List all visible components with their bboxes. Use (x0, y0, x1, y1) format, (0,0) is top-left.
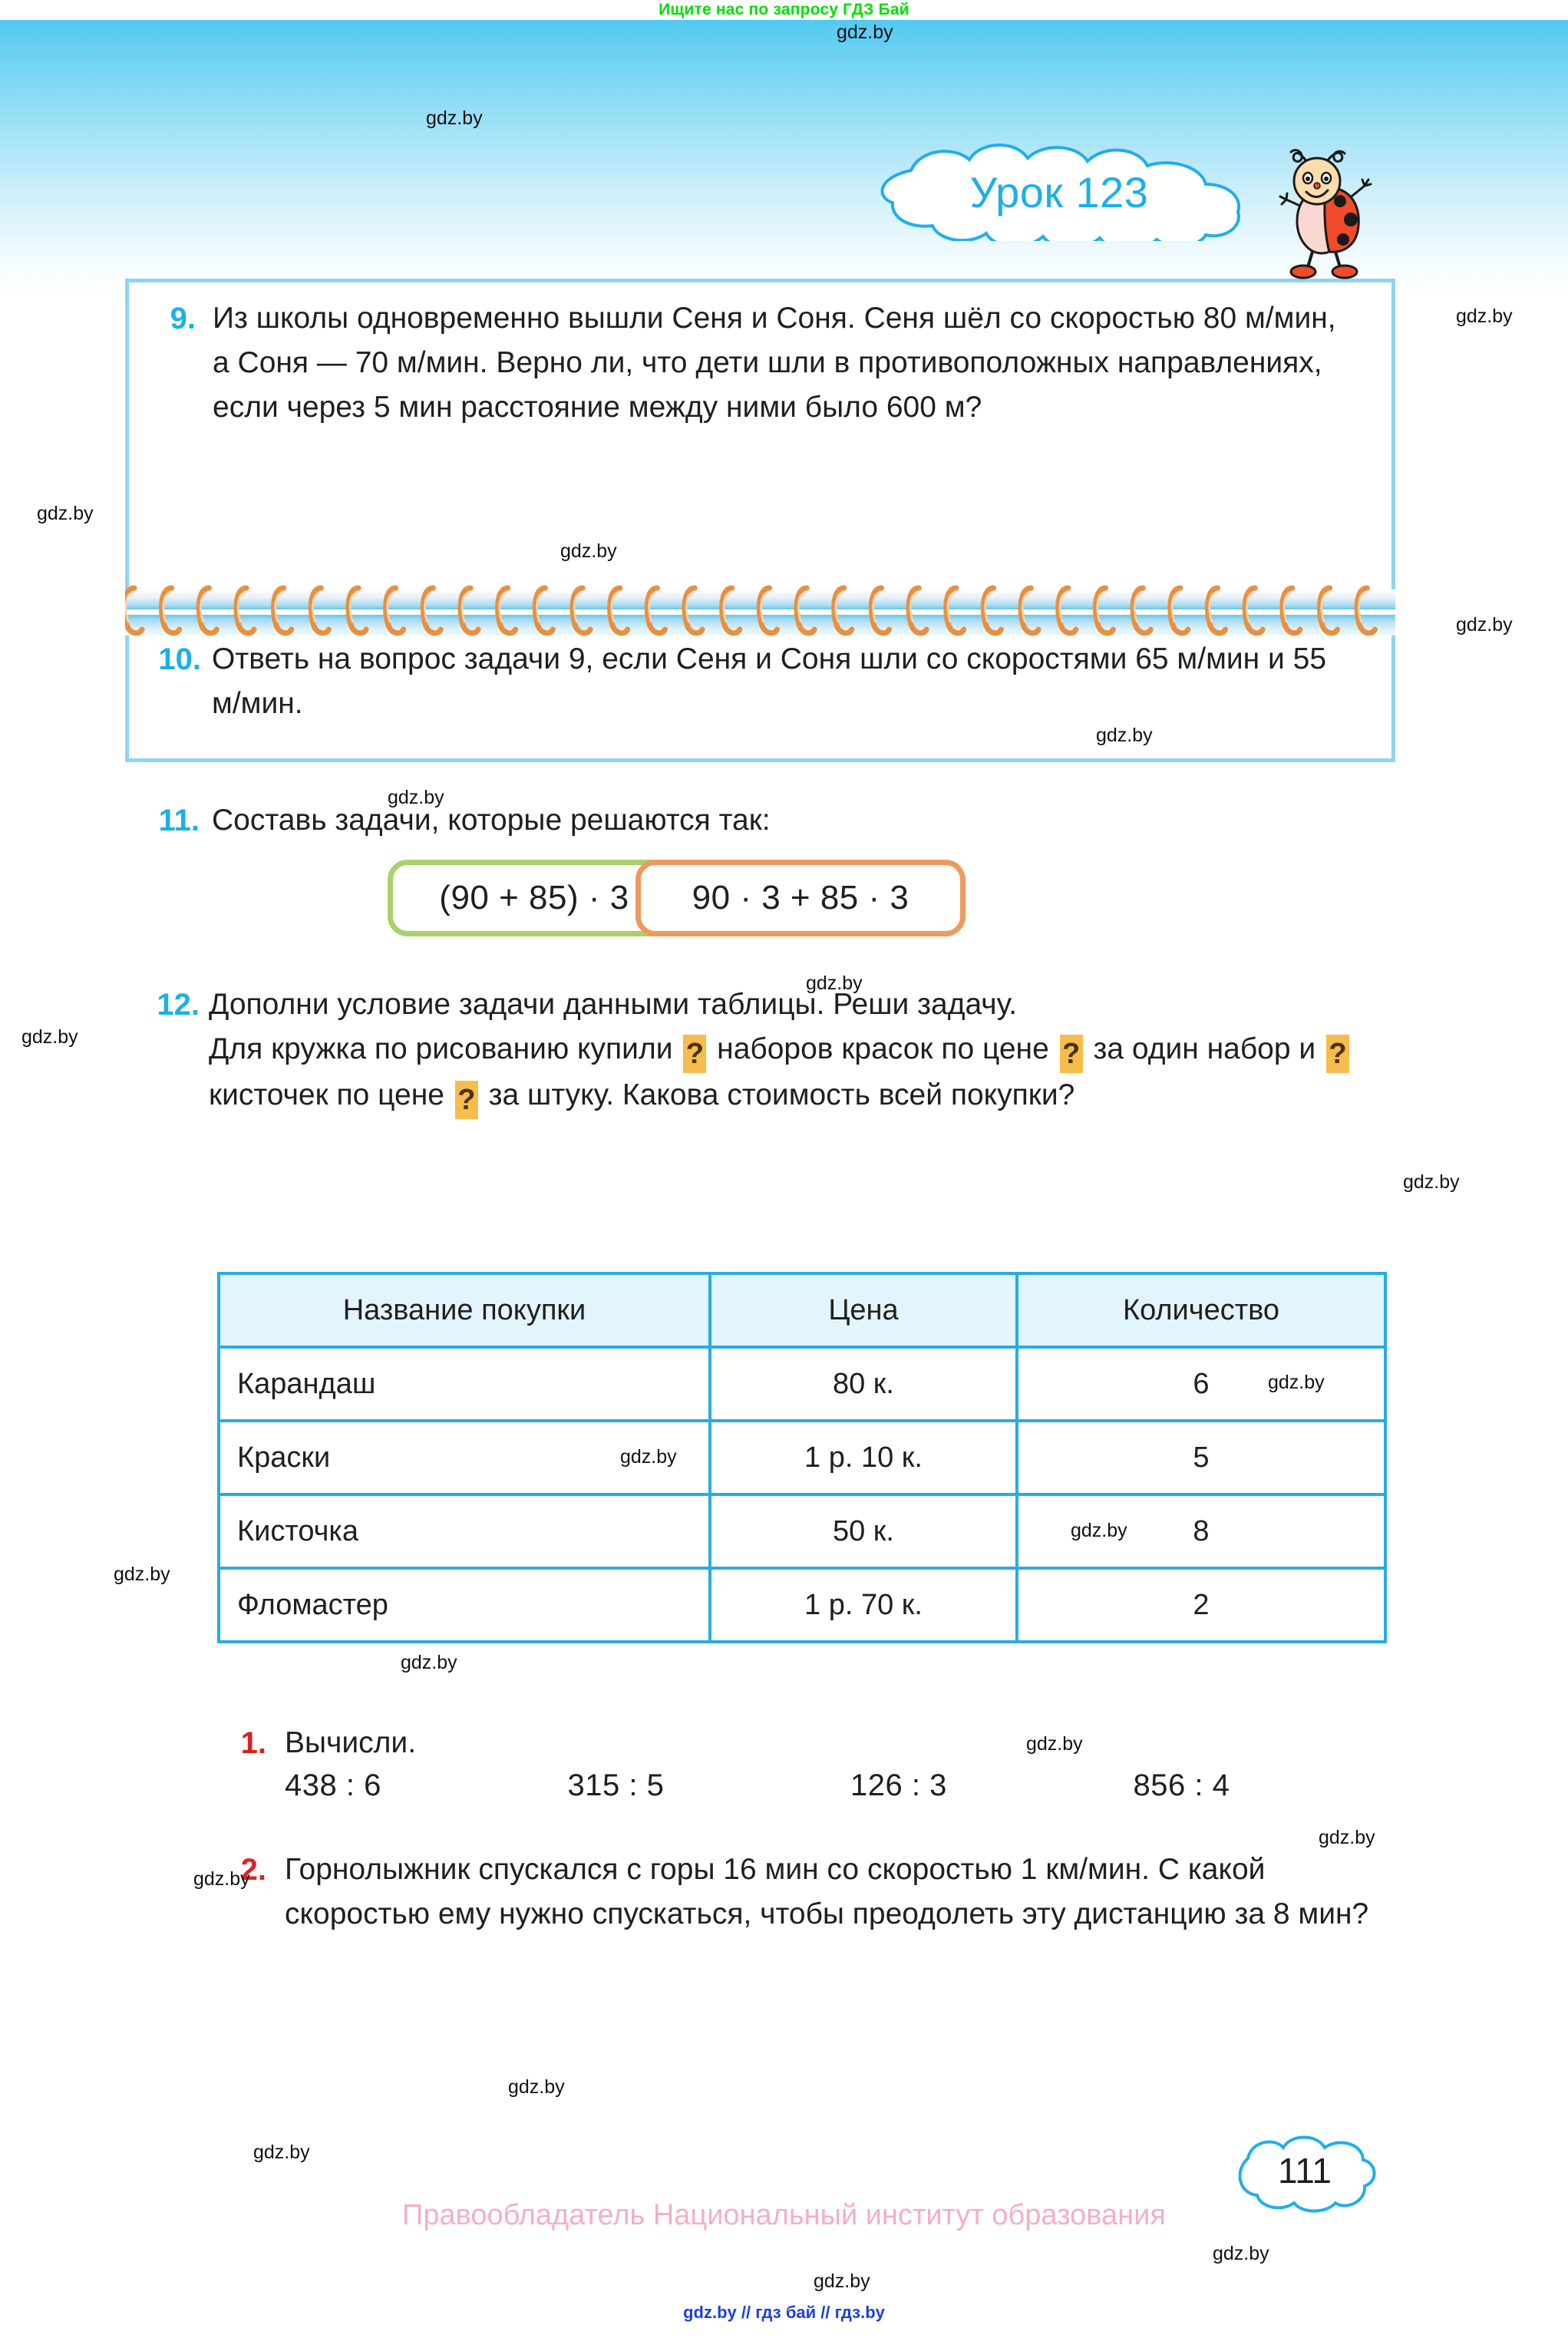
watermark-label: gdz.by (1026, 1733, 1083, 1755)
footer-links: gdz.by // гдз бай // гдз.by (683, 2303, 885, 2322)
watermark-label: gdz.by (806, 973, 863, 994)
task-12-body-part5: за штуку. Какова стоимость всей покупки? (480, 1078, 1075, 1111)
watermark-label: gdz.by (837, 21, 893, 43)
watermark-label: gdz.by (21, 1026, 78, 1048)
calc-expression-2: 315 : 5 (567, 1768, 665, 1802)
watermark-label: gdz.by (1096, 725, 1153, 746)
task-11-expressions (138, 860, 1443, 941)
question-placeholder-1: ? (683, 1035, 706, 1073)
watermark-label: gdz.by (508, 2076, 565, 2098)
watermark-label: gdz.by (114, 1564, 170, 1585)
watermark-label: gdz.by (560, 540, 617, 562)
table-body (219, 1347, 1385, 1642)
review-section (134, 1687, 1439, 2163)
watermark-label: gdz.by (1213, 2243, 1269, 2264)
review-task-1-number: 1. (240, 1726, 266, 1760)
task-item-11 (138, 798, 1443, 941)
task-12-body (209, 1027, 1458, 1119)
promo-banner (0, 0, 1568, 20)
expression-pill-sum-times: (90 + 85) · 3 (388, 860, 681, 936)
calc-expression-3: 126 : 3 (850, 1768, 947, 1802)
watermark-label: gdz.by (426, 107, 483, 129)
boxed-tasks-container (125, 279, 1395, 762)
task-12-header (138, 982, 1458, 1027)
cell-quantity: 5 (1017, 1421, 1385, 1494)
task-item-10 (141, 637, 1377, 726)
task-item-9 (148, 296, 1376, 430)
review-task-1-text: Вычисли. (285, 1726, 417, 1759)
review-task-2-text: Горнолыжник спускался с горы 16 мин со скоростью 1 км/мин. С какой скоростью ему нужно спускаться, чтобы преодолеть эту дистанцию за 8 мин? (285, 1853, 1369, 1930)
question-placeholder-4: ? (455, 1081, 478, 1119)
cell-purchase-name: Кисточка (219, 1494, 710, 1568)
review-task-2 (219, 1848, 1416, 1937)
table-row (219, 1347, 1385, 1421)
task-9-text: Из школы одновременно вышли Сеня и Соня. Сеня шёл со скоростью 80 м/мин, а Соня — 70 м/мин. Верно ли, что дети шли в противоположных направлениях, если через 5 мин расстояние между ними было 600 м? (213, 302, 1336, 424)
task-11-header (138, 798, 1443, 843)
spiral-rings-icon (125, 582, 1395, 640)
spiral-binding-divider (125, 589, 1395, 636)
task-9-pane (129, 282, 1391, 605)
review-task-1-expressions (285, 1768, 1416, 1803)
watermark-label: gdz.by (1268, 1372, 1325, 1393)
cell-purchase-name: Фломастер (219, 1568, 710, 1642)
task-11-text: Составь задачи, которые решаются так: (212, 804, 771, 837)
watermark-label: gdz.by (814, 2270, 870, 2292)
table-header-price: Цена (710, 1273, 1017, 1347)
cell-price: 1 р. 10 к. (710, 1421, 1017, 1494)
lesson-title-text: Урок 123 (969, 167, 1149, 216)
cell-quantity: 6 (1017, 1347, 1385, 1421)
watermark-label: gdz.by (1071, 1520, 1127, 1541)
watermark-label: gdz.by (253, 2142, 310, 2163)
task-10-pane (129, 628, 1391, 758)
cell-quantity: 2 (1017, 1568, 1385, 1642)
watermark-label: gdz.by (1456, 614, 1513, 636)
cell-price: 80 к. (710, 1347, 1017, 1421)
watermark-label: gdz.by (193, 1868, 250, 1890)
watermark-label: gdz.by (1456, 305, 1513, 327)
ladybug-mascot-icon (1266, 137, 1397, 286)
cell-price: 1 р. 70 к. (710, 1568, 1017, 1642)
review-content (219, 1721, 1416, 1937)
task-12-text: Дополни условие задачи данными таблицы. Реши задачу. (209, 988, 1018, 1021)
purchase-table (217, 1272, 1387, 1643)
watermark-label: gdz.by (1403, 1171, 1460, 1193)
page-number-cloud (1228, 2132, 1381, 2217)
calc-expression-1: 438 : 6 (285, 1768, 381, 1802)
copyright-notice: Правообладатель Национальный институт образования (402, 2199, 1166, 2231)
question-placeholder-3: ? (1326, 1035, 1349, 1073)
task-12-body-part3: за один набор и (1084, 1032, 1325, 1065)
review-task-2-number: 2. (240, 1853, 266, 1887)
task-12-body-part2: наборов красок по цене (708, 1032, 1058, 1065)
expression-pill-distributed: 90 · 3 + 85 · 3 (635, 860, 966, 936)
cell-price: 50 к. (710, 1494, 1017, 1568)
lesson-title-cloud (865, 143, 1249, 241)
watermark-label: gdz.by (401, 1652, 457, 1673)
cell-purchase-name: Карандаш (219, 1347, 710, 1421)
calc-expression-4: 856 : 4 (1133, 1768, 1230, 1802)
table-header-name: Название покупки (219, 1273, 710, 1347)
table-row (219, 1421, 1385, 1494)
watermark-label: gdz.by (1319, 1827, 1375, 1848)
task-12-body-part4: кисточек по цене (209, 1078, 453, 1111)
watermark-label: gdz.by (388, 787, 444, 808)
table-header-qty: Количество (1017, 1273, 1385, 1347)
task-11-number: 11. (158, 804, 200, 837)
table-header-row (219, 1273, 1385, 1347)
task-9-number: 9. (170, 302, 196, 335)
page-number-text: 111 (1278, 2151, 1332, 2191)
question-placeholder-2: ? (1060, 1035, 1083, 1073)
task-item-12 (138, 982, 1458, 1119)
task-12-number: 12. (157, 988, 200, 1022)
watermark-label: gdz.by (37, 503, 94, 524)
promo-text: Ищите нас по запросу ГДЗ Бай (659, 1, 909, 18)
watermark-label: gdz.by (620, 1446, 677, 1468)
table-row (219, 1568, 1385, 1642)
review-task-1 (219, 1721, 1416, 1765)
table-row (219, 1494, 1385, 1568)
cell-quantity: 8 (1017, 1494, 1385, 1568)
task-10-text: Ответь на вопрос задачи 9, если Сеня и Соня шли со скоростями 65 м/мин и 55 м/мин. (212, 642, 1327, 720)
task-10-number: 10. (158, 642, 201, 676)
task-12-body-part1: Для кружка по рисованию купили (209, 1032, 682, 1065)
cell-purchase-name: Краски (219, 1421, 710, 1494)
